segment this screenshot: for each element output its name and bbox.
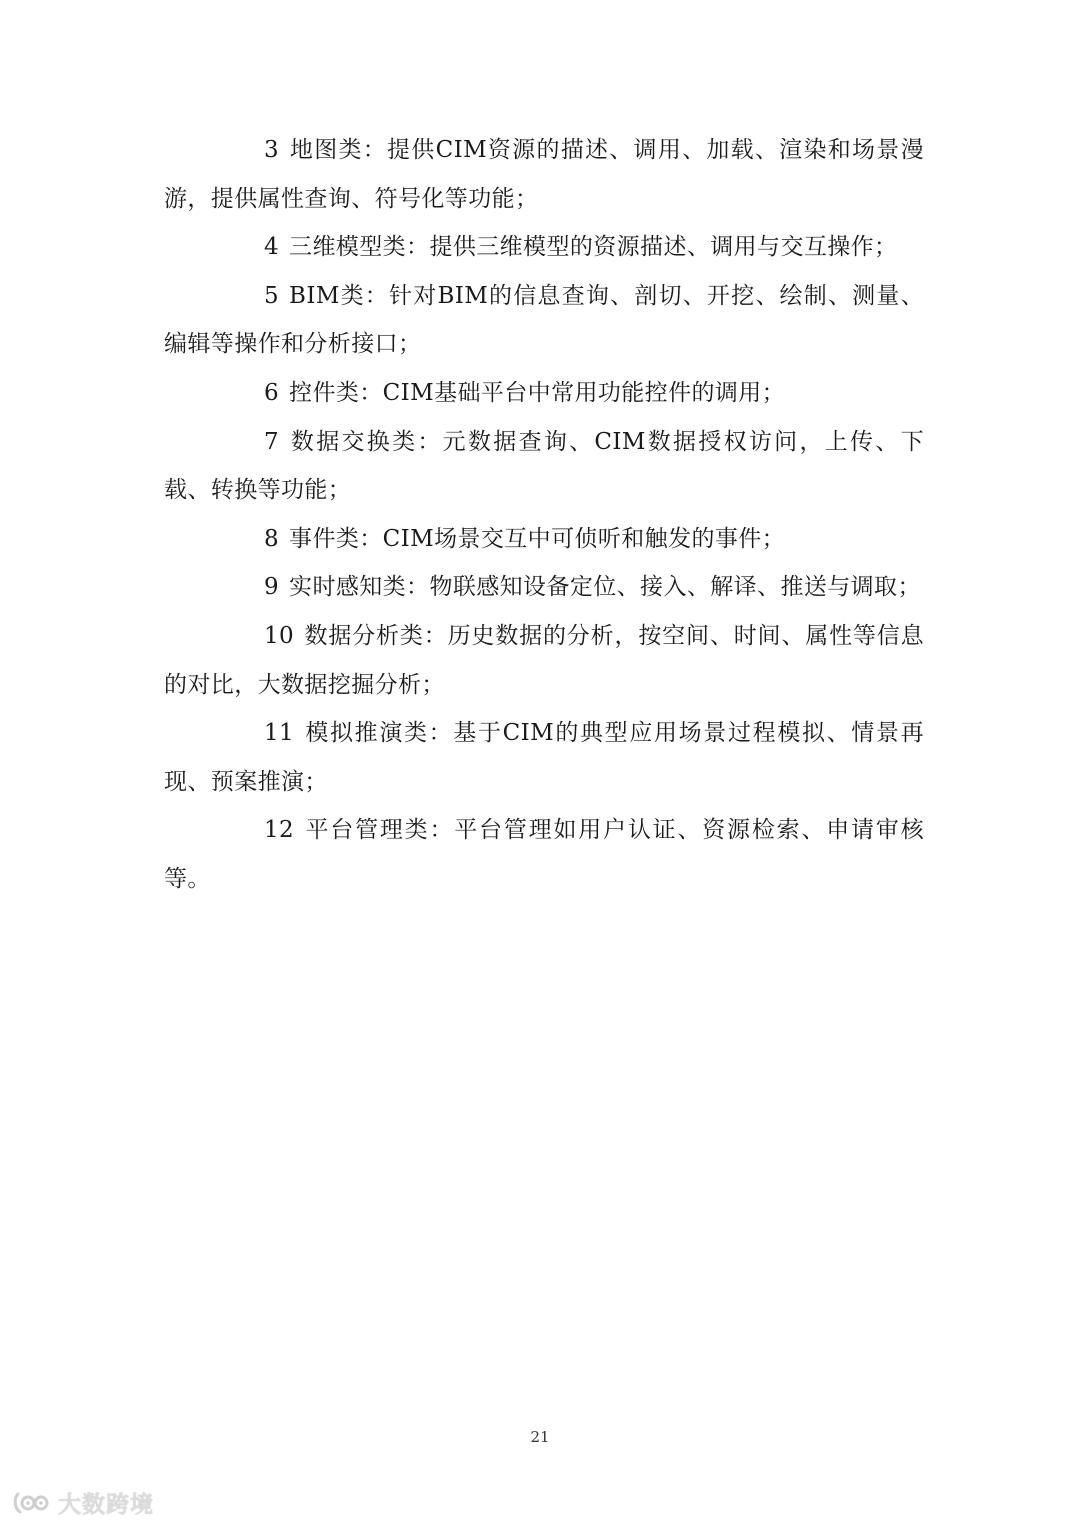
- item-text: 实时感知类：物联感知设备定位、接入、解译、推送与调取；: [289, 574, 921, 601]
- list-item: [164, 612, 924, 709]
- item-text: 事件类：CIM场景交互中可侦听和触发的事件；: [289, 525, 786, 552]
- item-text: 平台管理类：平台管理如用户认证、资源检索、申请审核等。: [164, 817, 924, 892]
- item-text: 模拟推演类：基于CIM的典型应用场景过程模拟、情景再现、预案推演；: [164, 720, 924, 795]
- item-text: 数据分析类：历史数据的分析，按空间、时间、属性等信息的对比，大数据挖掘分析；: [164, 622, 924, 698]
- list-item: [164, 709, 924, 806]
- item-text: 三维模型类：提供三维模型的资源描述、调用与交互操作；: [289, 234, 898, 261]
- item-text: 控件类：CIM基础平台中常用功能控件的调用；: [289, 379, 786, 406]
- item-text: BIM类：针对BIM的信息查询、剖切、开挖、绘制、测量、编辑等操作和分析接口；: [164, 282, 924, 358]
- item-number: 12: [264, 817, 295, 844]
- watermark-text: 大数跨境: [58, 1492, 154, 1518]
- item-number: 9: [264, 574, 280, 601]
- item-number: 8: [264, 525, 280, 552]
- item-number: 5: [264, 282, 280, 309]
- list-item: [164, 563, 924, 612]
- item-text: 地图类：提供CIM资源的描述、调用、加载、渲染和场景漫游，提供属性查询、符号化等功能；: [164, 137, 924, 212]
- watermark: [12, 1486, 154, 1519]
- list-item: [164, 806, 924, 903]
- page-number: 21: [530, 1428, 550, 1446]
- item-list: [164, 126, 924, 904]
- list-item: [164, 272, 924, 369]
- list-item: [164, 126, 924, 223]
- item-number: 10: [264, 622, 295, 649]
- item-text: 数据交换类：元数据查询、CIM数据授权访问，上传、下载、转换等功能；: [164, 428, 924, 504]
- list-item: [164, 515, 924, 564]
- list-item: [164, 418, 924, 515]
- item-number: 11: [264, 720, 295, 747]
- list-item: [164, 223, 924, 272]
- list-item: [164, 369, 924, 418]
- item-number: 6: [264, 379, 280, 406]
- item-number: 4: [264, 234, 280, 261]
- logo-icon: [12, 1490, 52, 1516]
- item-number: 3: [264, 137, 280, 163]
- item-number: 7: [264, 428, 280, 455]
